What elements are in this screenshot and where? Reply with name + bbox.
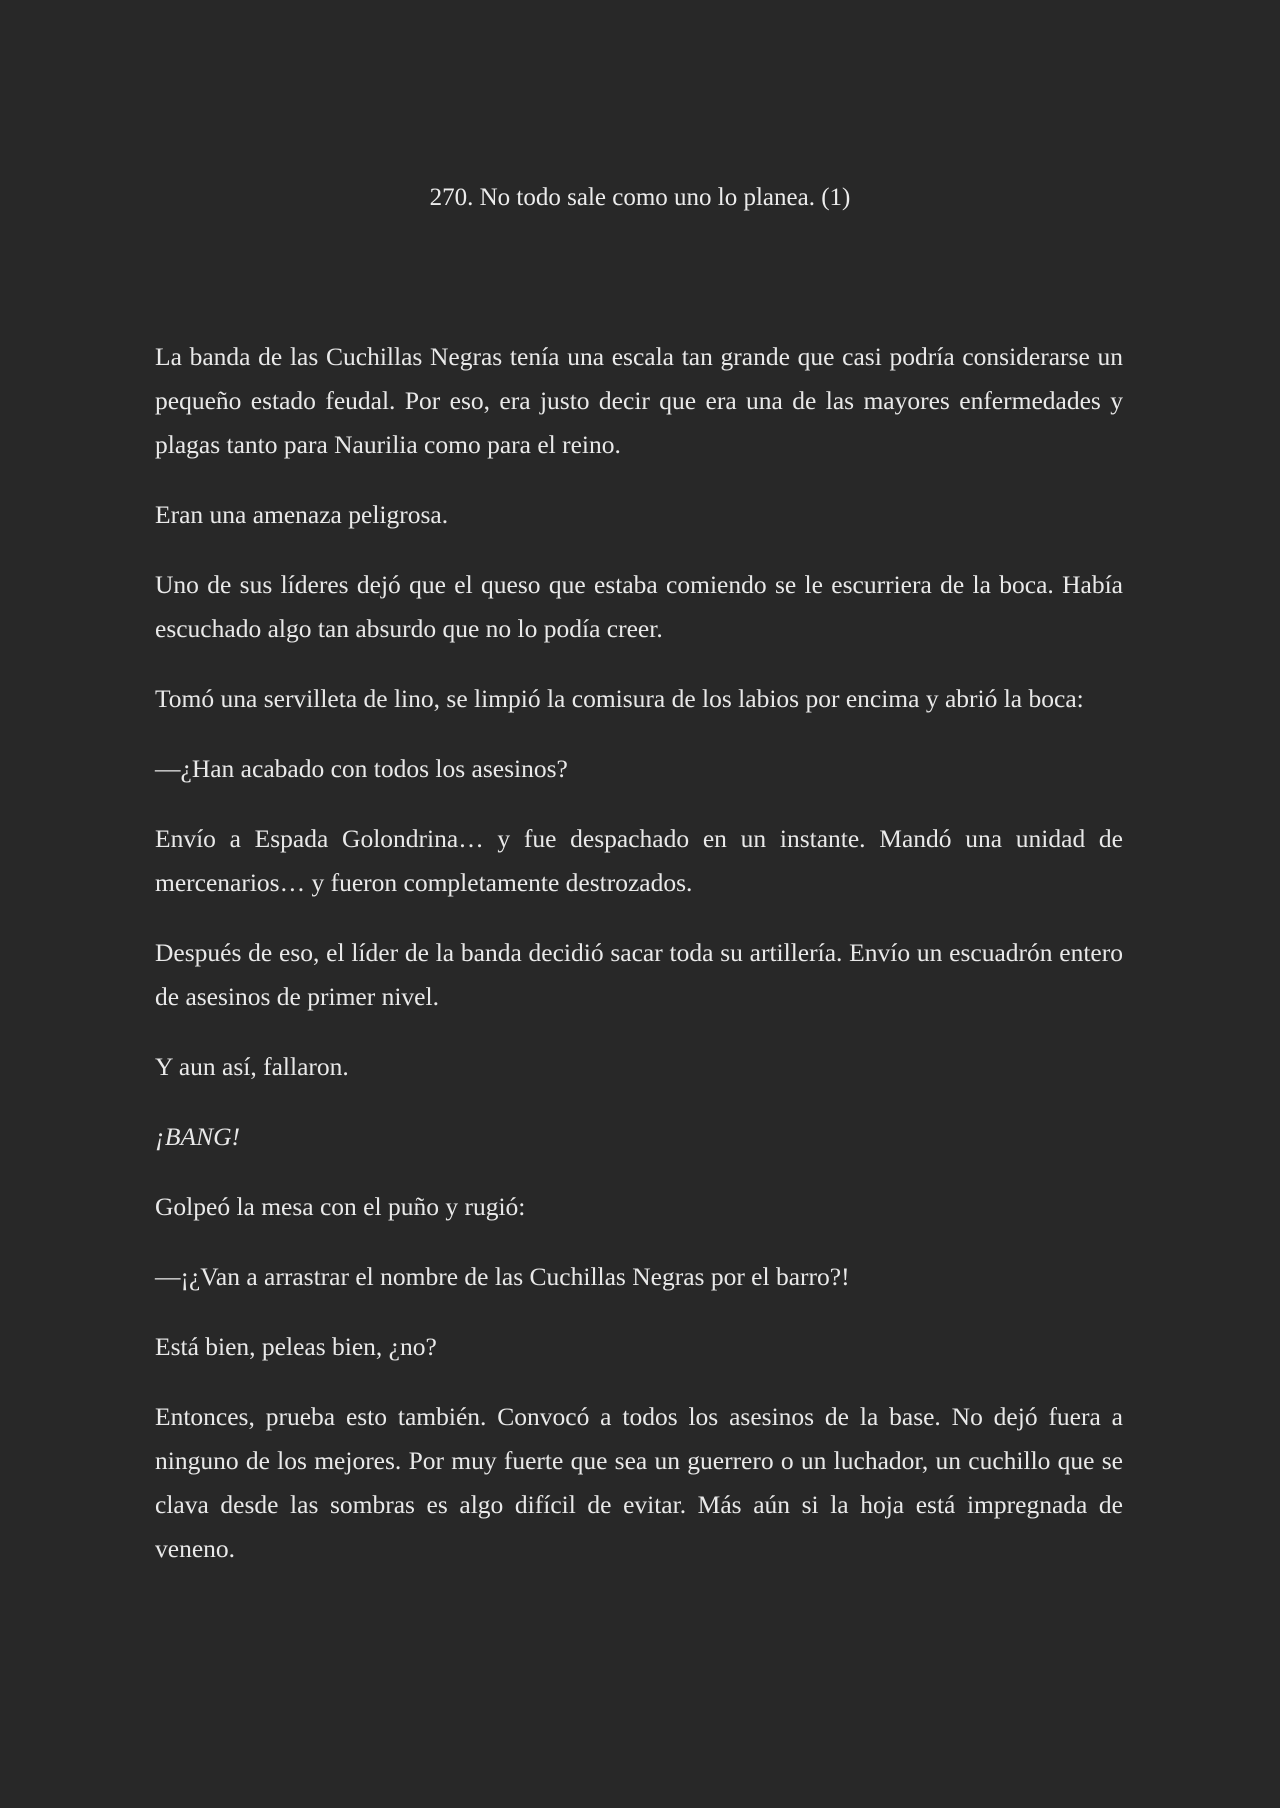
sound-effect-paragraph: ¡BANG! — [155, 1122, 240, 1151]
paragraph: Uno de sus líderes dejó que el queso que estaba comiendo se le escurriera de la boca. Había escuchado algo tan absurdo que no lo podía creer. — [155, 570, 1123, 643]
dialogue-paragraph: —¿Han acabado con todos los asesinos? — [155, 754, 568, 783]
chapter-body — [155, 335, 1123, 1597]
paragraph: Entonces, prueba esto también. Convocó a todos los asesinos de la base. No dejó fuera a ninguno de los mejores. Por muy fuerte que sea un guerrero o un luchador, un cuchillo que se clava desde las sombras es algo difícil de evitar. Más aún si la hoja está impregnada de veneno. — [155, 1402, 1123, 1563]
paragraph: Y aun así, fallaron. — [155, 1052, 349, 1081]
paragraph: La banda de las Cuchillas Negras tenía una escala tan grande que casi podría considerarse un pequeño estado feudal. Por eso, era justo decir que era una de las mayores enfermedades y plagas tanto para Naurilia como para el reino. — [155, 342, 1123, 459]
paragraph: Golpeó la mesa con el puño y rugió: — [155, 1192, 526, 1221]
paragraph: Después de eso, el líder de la banda decidió sacar toda su artillería. Envío un escuadrón entero de asesinos de primer nivel. — [155, 938, 1123, 1011]
chapter-title: 270. No todo sale como uno lo planea. (1) — [429, 184, 851, 211]
paragraph: Envío a Espada Golondrina… y fue despachado en un instante. Mandó una unidad de mercenarios… y fueron completamente destrozados. — [155, 824, 1123, 897]
paragraph: Eran una amenaza peligrosa. — [155, 500, 449, 529]
paragraph: Está bien, peleas bien, ¿no? — [155, 1332, 437, 1361]
paragraph: Tomó una servilleta de lino, se limpió la comisura de los labios por encima y abrió la boca: — [155, 684, 1084, 713]
dialogue-paragraph: —¡¿Van a arrastrar el nombre de las Cuchillas Negras por el barro?! — [155, 1262, 850, 1291]
